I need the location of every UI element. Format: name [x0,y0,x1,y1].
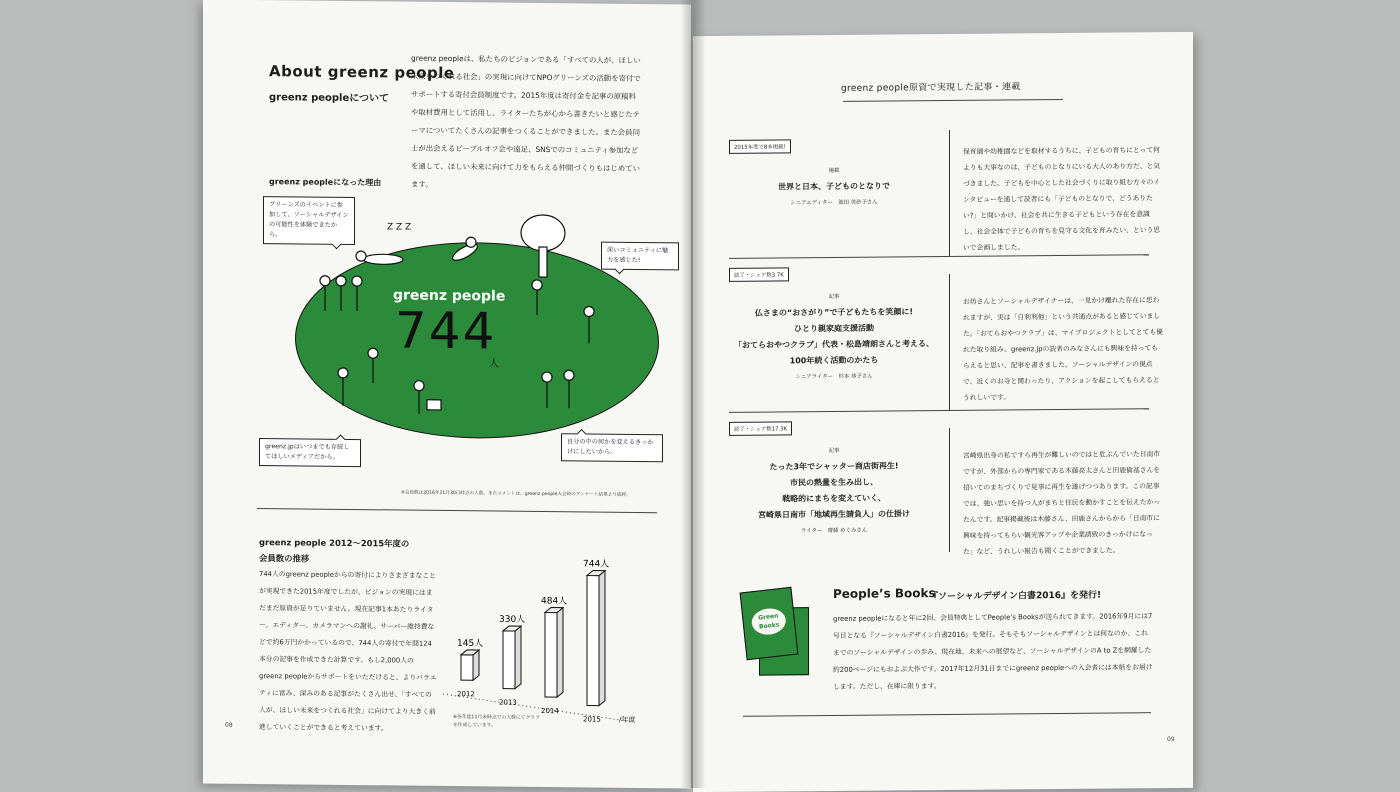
article-tag: 2015年度で8本掲載! [729,139,791,154]
chart-bar [461,650,479,681]
member-bar-chart [443,530,669,728]
chart-title-line-2: 会員数の推移 [259,553,310,564]
brace-line [949,274,950,410]
article-title-line: ひとり親家庭支援活動 [794,323,874,334]
bar-category-label: 2012 [457,690,475,699]
article-tag: 読了・シェア数3.7K [729,267,789,282]
article-title-line: 市民の熱量を生み出し、 [790,477,878,488]
intro-paragraph: greenz peopleは、私たちのビジョンである「すべての人が、ほしい未来をつくれる社会」の実現に向けてNPOグリーンズの活動を寄付でサポートする寄付会員制度です。2015年度は寄付金を記事の原稿料や取材費用として活用し、ライターたちが心から書きたいと感じたテーマについてたくさんの記事をつくることができました。また会員同士が出会えるピープルオフ会や遠足、SNSでのコミュニティ参加などを通して、ほしい未来に向けて力をもらえる仲間づくりもはじめています。 [411,53,641,189]
book-illustration [743,583,813,684]
section-divider [257,508,657,513]
article-heading [727,288,941,386]
article-title-line: 「おてらおやつクラブ」代表・松島靖朗さんと考える、 [734,339,934,350]
svg-text:Z Z Z: Z Z Z [387,222,412,233]
credit-role: ライター [800,528,823,535]
book-gutter [680,0,706,788]
credit-name: 池田 美砂子さん [838,199,878,206]
member-unit: 人 [489,358,499,370]
article-commentary: 保育園や幼稚園などを取材するうちに、子どもの育ちにとって何よりも大事なのは、子どものとなりにいる大人のあり方だ、と気づきました。子どもを中心とした社会づくりに取り組む方々のインタビューを通して読者にも「子どものとなりで、どうありたい?」と問いかけ、社会を共に生きる子どもという存在を意識し、社会全体で子どもの育ちを見守る文化を育みたい、という思いで企画しました。 [963,146,1161,252]
credit-name: 杉本 恭子さん [838,373,873,380]
member-note: ※会員数は2016年11月30日時点の人数。またコメントは、greenz people入会時のアンケート結果より抜粋。 [401,490,631,498]
about-heading: About greenz people [269,62,455,83]
reason-bubble: 自分の中の何かを変えるきっかけにしたいから。 [561,433,663,462]
right-page [693,32,1193,792]
chart-bar [587,570,605,705]
book-cover-logo: Green Books [751,607,788,637]
article-title-line: たった3年でシャッター商店街再生! [769,461,899,472]
bar-category-label: 2013 [499,698,517,707]
brace-line [949,130,950,256]
books-body: greenz peopleになると年に2回、会員特典としてPeople’s Booksが送られてきます。2016年9月には7号目となる『ソーシャルデザイン白書2016』を発行。そもそもソーシャルデザインとは何なのか、これまでのソーシャルデザインの歩み、現在地、未来への展望など、ソーシャルデザインのA to Zを網羅した約200ページにもおよぶ大作です。2017年12月31日までにgreenz peopleへの入会者には本紙をお届けします。ただし、在庫に限ります。 [833,612,1153,691]
bar-value-label: 145人 [457,638,484,650]
about-subheading: greenz peopleについて [269,92,390,105]
article-credit [727,522,941,540]
article-heading [727,442,941,540]
article-kind: 記事 [828,293,840,300]
article-heading [727,162,941,212]
bottom-divider [743,712,1151,717]
credit-role: シニアライター [795,373,834,381]
bar-value-label: 484人 [541,596,568,607]
chart-body-text: 744人のgreenz peopleからの寄付によりさまざまなことが実現できた2015年度でしたが、ビジョンの実現にはまだまだ原資が足りていません。現在記事1本あたりライター、エディター、カメラマンへの謝礼、サーバー維持費などで約6万円かかっているので、744人の寄付で年間124本分の記事を作成できた計算です。もし2,000人のgreenz peopleからサポートをいただけると、よりバラエティに富み、深みのある記事がたくさん出せ、「すべての人が、ほしい未来をつくれる社会」に向けてより大きく前進していくことができると考えています。 [259,570,437,733]
article-tag: 読了・シェア数17.3K [729,421,792,436]
article-title-line: 戦略的にまちを変えていく、 [782,493,886,504]
x-unit-label: /年度 [619,715,636,724]
article-title-line: 宮崎県日南市「地域再生請負人」の仕掛け [758,509,910,520]
chart-note: ※各年度11月末時点での人数にてグラフを作成しています。 [453,715,540,729]
reason-title: greenz peopleになった理由 [269,177,382,188]
right-section-title: greenz people原資で実現した記事・連載 [841,82,1021,94]
title-underline [843,99,1063,102]
reason-bubble: greenz.jpはいつまでも存続してほしいメディアだから。 [259,438,361,467]
article-title-line: 仏さまの“おさがり”で子どもたちを笑顔に! [754,307,914,318]
article-title-line: 世界と日本、子どものとなりで [778,181,890,192]
chart-bar [545,607,563,697]
field-label: greenz people [393,287,506,305]
bar-value-label: 330人 [499,614,526,626]
article-kind: 記事 [828,447,840,454]
article-kind: 連載 [828,167,840,174]
article-divider [729,408,1149,413]
page-number-right: 09 [1167,735,1175,744]
bar-category-label: 2014 [541,706,559,716]
reason-bubble: グリーンズのイベントに参加して、ソーシャルデザインの可能性を体験できたから。 [263,196,355,245]
article-title-line: 100年続く活動のかたち [789,355,879,366]
left-page [203,0,691,789]
bar-category-label: 2015 [583,715,601,724]
books-subtitle: 『ソーシャルデザイン白書2016』を発行! [929,590,1102,603]
brace-line [949,428,950,552]
chart-title-line-1: greenz people 2012〜2015年度の [259,537,410,549]
credit-role: シニアエディター [790,199,833,207]
article-divider [729,254,1149,259]
article-commentary: お坊さんとソーシャルデザイナーは、一見かけ離れた存在に思われますが、実は「自利利他」という共通点があると感じていました。「おてらおやつクラブ」は、マイプロジェクトとしてとても優れた取り組み。greenz.jpの読者のみなさんにも興味を持ってもらえると思い、記事を書きました。ソーシャルデザインの視点で、近くのお寺と関わったり、アクションを起こしてもらえるとうれしいです。 [963,296,1163,402]
credit-name: 齋藤 めぐみさん [827,527,868,535]
article-commentary: 宮崎県出身の私ですら再生が難しいのではと危ぶんでいた日南市ですが、外部からの専門家である木藤亮太さんと田鹿倫基さんを招いてのまちづくりで見事に再生を遂げつつあります。この記事では、強い思いを持つ人がまちと住民を動かすことを伝えたかったんです。記事掲載後は木藤さん、田鹿さんからから「日南市に興味を持ってもらい観光客アップや企業誘致のきっかけになった」など、うれしい報告も聞くことができました。 [963,450,1161,556]
page-number-left: 08 [225,721,233,729]
chart-title [259,534,409,568]
book-front [740,587,799,660]
member-count: 744 [395,301,497,361]
bar-value-label: 744人 [583,559,610,570]
article-credit [727,194,941,212]
books-title: People’s Books [833,586,936,601]
article-credit [727,368,941,386]
chart-bar [503,626,521,689]
reason-bubble: 深いコミュニティに魅力を感じた! [601,242,679,271]
